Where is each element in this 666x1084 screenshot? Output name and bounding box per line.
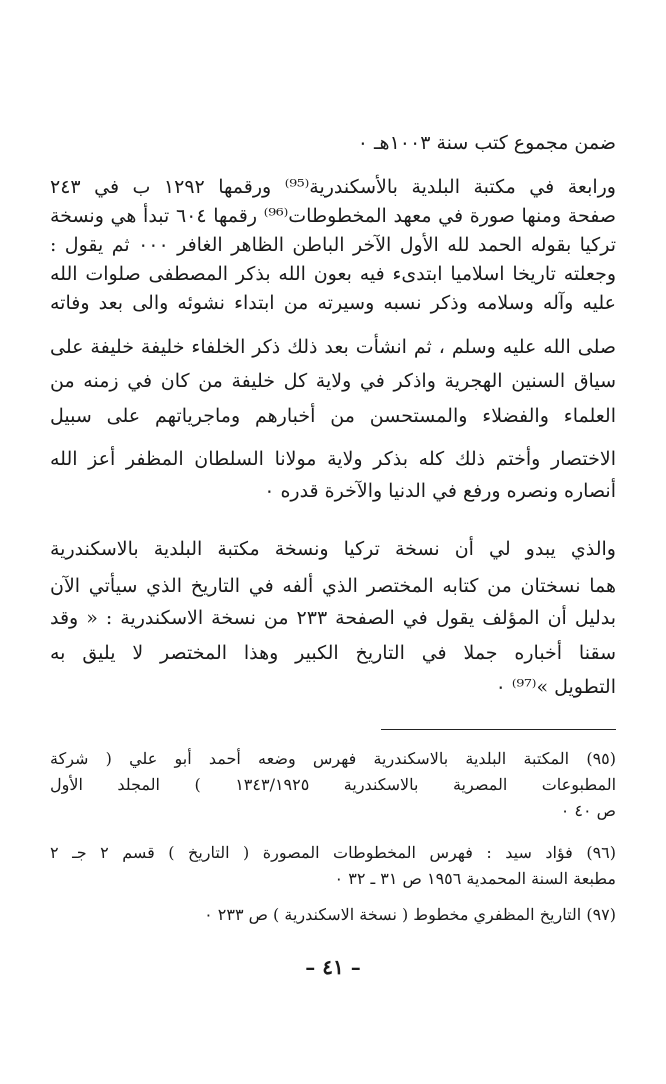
footnote-line: ص ٤٠ ٠ [560, 801, 616, 820]
body-line: عليه وآله وسلامه وذكر نسبه وسيرته من ابتداء نشوئه والى بعد وفاته [50, 292, 616, 314]
body-line: صلى الله عليه وسلم ، ثم انشأت بعد ذلك ذكر الخلفاء خليفة خليفة على [50, 336, 616, 358]
body-line: العلماء والفضلاء والمستحسن من أخبارهم وماجرياتهم على سبيل [50, 405, 616, 427]
body-line: وجعلته تاريخا اسلاميا ابتدىء فيه بعون الله بذكر المصطفى صلوات الله [50, 263, 616, 285]
body-line: أنصاره ونصره ورفع في الدنيا والآخرة قدره ٠ [264, 480, 616, 502]
body-line: الاختصار وأختم ذلك كله بذكر ولاية مولانا السلطان المظفر أعز الله [50, 448, 616, 470]
body-line: ضمن مجموع كتب سنة ١٠٠٣هـ ٠ [357, 132, 616, 154]
footnote-line: (٩٧) التاريخ المظفري مخطوط ( نسخة الاسكندرية ) ص ٢٣٣ ٠ [204, 905, 616, 924]
page-number: – ٤١ – [305, 955, 361, 979]
body-line: بدليل أن المؤلف يقول في الصفحة ٢٣٣ من نسخة الاسكندرية : « وقد [50, 607, 616, 629]
body-line: ورابعة في مكتبة البلدية بالأسكندرية⁽⁹⁵⁾ ورقمها ١٢٩٢ ب في ٢٤٣ [50, 176, 616, 198]
body-line: التطويل »⁽⁹⁷⁾ ٠ [495, 676, 616, 698]
body-line: سقنا أخباره جملا في التاريخ الكبير وهذا المختصر لا يليق به [50, 642, 616, 664]
footnote-separator [381, 729, 616, 730]
footnote-line: المطبوعات المصرية بالاسكندرية ١٣٤٣/١٩٢٥ ) المجلد الأول [50, 775, 617, 794]
body-line: هما نسختان من كتابه المختصر الذي ألفه في التاريخ الذي سيأتي الآن [50, 575, 616, 597]
footnote-line: (٩٥) المكتبة البلدية بالاسكندرية فهرس وضعه أحمد أبو علي ( شركة [50, 749, 616, 768]
body-line: سياق السنين الهجرية واذكر في ولاية كل خليفة من كان في زمنه من [50, 370, 616, 392]
body-line: تركيا بقوله الحمد لله الأول الآخر الباطن الظاهر الغافر ٠٠٠ ثم يقول : [50, 234, 616, 256]
body-line: والذي يبدو لي أن نسخة تركيا ونسخة مكتبة البلدية بالاسكندرية [50, 538, 616, 560]
footnote-line: (٩٦) فؤاد سيد : فهرس المخطوطات المصورة ( التاريخ ) قسم ٢ جـ ٢ [50, 843, 616, 862]
footnote-line: مطبعة السنة المحمدية ١٩٥٦ ص ٣١ ـ ٣٢ ٠ [334, 869, 616, 888]
body-line: صفحة ومنها صورة في معهد المخطوطات⁽⁹⁶⁾ رقمها ٦٠٤ تبدأ هي ونسخة [50, 205, 616, 227]
